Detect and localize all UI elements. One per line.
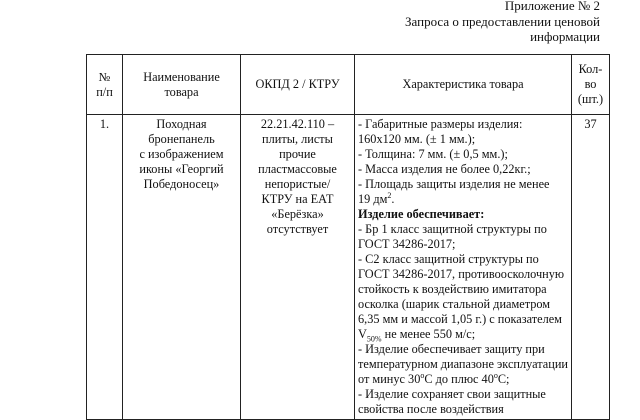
- row-okpd-line: плиты, листы прочие: [262, 132, 333, 161]
- char-line: [358, 192, 568, 207]
- row-name-line: с изображением: [139, 147, 224, 161]
- row-okpd-line: непористые/: [264, 177, 331, 191]
- row-name-line: Победоносец»: [143, 177, 220, 191]
- degree-mark: о: [420, 370, 425, 380]
- appendix-subtitle-line1: Запроса о предоставлении ценовой: [405, 13, 600, 29]
- row-okpd-line: пластмассовые: [258, 162, 337, 176]
- char-line: стойкость к воздействию имитатора: [358, 282, 547, 296]
- table-row: [87, 115, 610, 420]
- char-line: осколка (шарик стальной диаметром: [358, 297, 551, 311]
- row-name-line: Походная: [156, 117, 207, 131]
- velocity-value: не менее 550 м/с;: [381, 327, 476, 341]
- char-line: ГОСТ 34286-2017;: [358, 237, 456, 251]
- row-okpd-line: 22.21.42.110 –: [260, 117, 335, 131]
- row-okpd: [241, 115, 355, 420]
- appendix-title: Приложение № 2: [504, 0, 600, 13]
- char-line: - С2 класс защитной структуры по: [358, 252, 539, 266]
- header-name-line1: Наименование: [143, 69, 220, 84]
- header-num: [87, 55, 123, 115]
- temp-min: от минус 30: [358, 372, 421, 386]
- char-section-title: Изделие обеспечивает:: [358, 207, 485, 221]
- char-line: температурном диапазоне эксплуатации: [358, 357, 568, 371]
- header-name-line2: товара: [164, 84, 199, 99]
- velocity-subscript: 50%: [366, 334, 382, 344]
- row-okpd-line: «Берёзка» отсутствует: [266, 207, 329, 236]
- row-name: [123, 115, 241, 420]
- header-num-line2: п/п: [96, 84, 113, 99]
- char-line: - Изделие обеспечивает защиту при: [358, 342, 545, 356]
- row-name-line: иконы «Георгий: [139, 162, 224, 176]
- char-line: - Масса изделия не более 0,22кг.;: [358, 162, 531, 176]
- char-line: ГОСТ 34286-2017, противоосколочную: [358, 267, 565, 281]
- header-quantity: [572, 55, 610, 115]
- char-line: - Изделие сохраняет свои защитные: [358, 387, 546, 401]
- char-line: 160х120 мм. (± 1 мм.);: [358, 132, 476, 146]
- header-qty-line1: Кол-: [578, 62, 603, 76]
- char-line: - Площадь защиты изделия не менее: [358, 177, 550, 191]
- row-name-line: бронепанель: [148, 132, 215, 146]
- row-quantity: 37: [572, 115, 610, 420]
- char-line: - Толщина: 7 мм. (± 0,5 мм.);: [358, 147, 508, 161]
- char-line: свойства после воздействия: [358, 402, 504, 416]
- header-num-line1: №: [98, 69, 111, 84]
- char-line: [358, 327, 568, 342]
- temp-max: С до плюс 40: [424, 372, 494, 386]
- header-characteristics: Характеристика товара: [355, 55, 572, 115]
- char-line: - Габаритные размеры изделия:: [358, 117, 523, 131]
- area-value: 19 дм: [358, 192, 388, 206]
- velocity-symbol: V: [358, 327, 367, 341]
- temp-terminator: С;: [497, 372, 510, 386]
- table-header-row: [87, 55, 610, 115]
- appendix-header: [405, 0, 600, 45]
- char-line: 6,35 мм и массой 1,05 г.) с показателем: [358, 312, 562, 326]
- area-unit-exponent: 2: [387, 190, 392, 200]
- char-line: - Бр 1 класс защитной структуры по: [358, 222, 547, 236]
- header-okpd: ОКПД 2 / КТРУ: [241, 55, 355, 115]
- appendix-subtitle-line2: информации: [530, 29, 600, 44]
- char-line: [358, 372, 568, 387]
- area-terminator: .: [391, 192, 395, 206]
- header-qty-line3: (шт.): [577, 92, 604, 106]
- degree-mark: о: [493, 370, 498, 380]
- header-qty-line2: во: [584, 77, 597, 91]
- row-okpd-line: КТРУ на ЕАТ: [261, 192, 334, 206]
- goods-table: [86, 54, 610, 420]
- row-num: 1.: [87, 115, 123, 420]
- header-name: [123, 55, 241, 115]
- row-characteristics: [355, 115, 572, 420]
